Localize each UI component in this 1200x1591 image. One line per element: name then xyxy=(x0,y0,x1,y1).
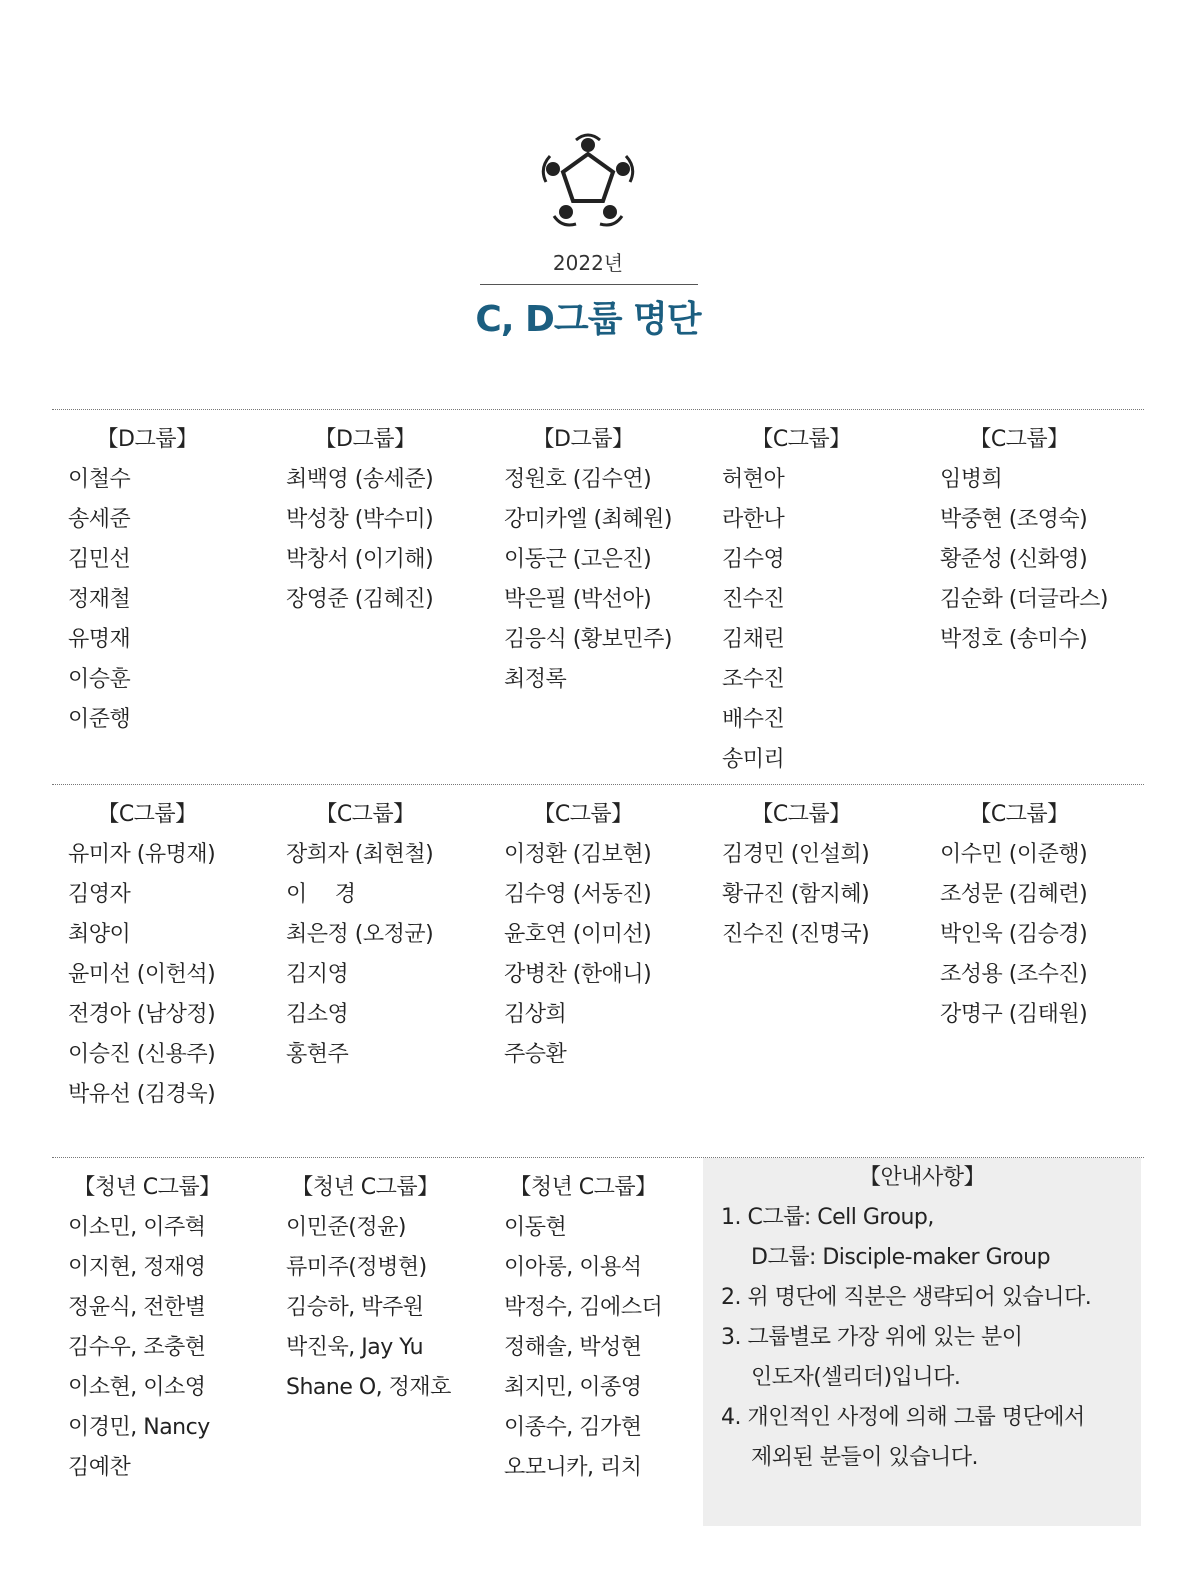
group-title: 【C그룹】 xyxy=(315,802,415,827)
group-column xyxy=(52,420,268,740)
member-name: 박진욱, Jay Yu xyxy=(286,1335,424,1360)
member-name: 이정환 (김보현) xyxy=(504,842,652,867)
member-name: 황준성 (신화영) xyxy=(940,547,1088,572)
member-name: 허현아 xyxy=(722,467,785,492)
group-title: 【C그룹】 xyxy=(533,802,633,827)
member-name: 박정호 (송미수) xyxy=(940,627,1088,652)
member-name: 강미카엘 (최혜원) xyxy=(504,507,672,532)
member-name: 윤호연 (이미선) xyxy=(504,922,652,947)
member-name: 김채린 xyxy=(722,627,785,652)
group-column xyxy=(706,420,922,780)
notice-item-continued: 제외된 분들이 있습니다. xyxy=(751,1445,979,1470)
member-name: 이소민, 이주혁 xyxy=(68,1215,206,1240)
notice-box xyxy=(703,1158,1141,1526)
member-list xyxy=(270,460,486,620)
group-title: 【D그룹】 xyxy=(96,427,198,452)
group-title: 【C그룹】 xyxy=(969,802,1069,827)
group-column xyxy=(52,1168,268,1488)
member-name: 배수진 xyxy=(722,707,785,732)
member-list xyxy=(924,835,1140,1035)
group-title: 【D그룹】 xyxy=(314,427,416,452)
member-list xyxy=(924,460,1140,660)
member-name: 진수진 xyxy=(722,587,785,612)
year-label: 2022년 xyxy=(552,251,624,275)
member-name: 정해솔, 박성현 xyxy=(504,1335,642,1360)
member-name: 최지민, 이종영 xyxy=(504,1375,642,1400)
member-list xyxy=(488,460,704,700)
member-list xyxy=(488,835,704,1075)
group-title: 【청년 C그룹】 xyxy=(291,1175,439,1200)
member-name: 김지영 xyxy=(286,962,349,987)
member-name: 김수영 xyxy=(722,547,785,572)
group-column xyxy=(52,795,268,1115)
member-name: 김영자 xyxy=(68,882,131,907)
member-name: 이철수 xyxy=(68,467,131,492)
member-name: 최정록 xyxy=(504,667,567,692)
member-name: 김소영 xyxy=(286,1002,349,1027)
notice-item: 1. C그룹: Cell Group, xyxy=(721,1205,934,1230)
member-name: 이승진 (신용주) xyxy=(68,1042,216,1067)
member-name: 최양이 xyxy=(68,922,131,947)
member-name: 김응식 (황보민주) xyxy=(504,627,672,652)
title-divider xyxy=(480,284,698,285)
member-name: 조수진 xyxy=(722,667,785,692)
member-name: 김민선 xyxy=(68,547,131,572)
member-name: 박창서 (이기해) xyxy=(286,547,434,572)
member-name: 조성용 (조수진) xyxy=(940,962,1088,987)
member-name: 진수진 (진명국) xyxy=(722,922,870,947)
group-column xyxy=(488,420,704,700)
member-list xyxy=(488,1208,704,1488)
member-name: 이지현, 정재영 xyxy=(68,1255,206,1280)
member-name: 이종수, 김가현 xyxy=(504,1415,642,1440)
group-title: 【청년 C그룹】 xyxy=(509,1175,657,1200)
member-name: 송세준 xyxy=(68,507,131,532)
member-name: 김예찬 xyxy=(68,1455,131,1480)
group-title: 【C그룹】 xyxy=(97,802,197,827)
notice-item-continued: 인도자(셀리더)입니다. xyxy=(751,1365,961,1390)
group-title: 【C그룹】 xyxy=(969,427,1069,452)
member-name: 박인욱 (김승경) xyxy=(940,922,1088,947)
member-name: 정재철 xyxy=(68,587,131,612)
member-name: 이 경 xyxy=(286,882,356,907)
member-name: 이준행 xyxy=(68,707,131,732)
member-name: 장영준 (김혜진) xyxy=(286,587,434,612)
member-name: 박중현 (조영숙) xyxy=(940,507,1088,532)
group-column xyxy=(706,795,922,955)
notice-item: 3. 그룹별로 가장 위에 있는 분이 xyxy=(721,1325,1023,1350)
group-column xyxy=(270,795,486,1075)
group-title: 【C그룹】 xyxy=(751,427,851,452)
member-name: 임병희 xyxy=(940,467,1003,492)
member-name: 이승훈 xyxy=(68,667,131,692)
group-title: 【청년 C그룹】 xyxy=(73,1175,221,1200)
member-name: 최은정 (오정균) xyxy=(286,922,434,947)
member-name: 김경민 (인설희) xyxy=(722,842,870,867)
group-column xyxy=(924,420,1140,660)
member-name: 장희자 (최현철) xyxy=(286,842,434,867)
section-divider xyxy=(52,784,1144,785)
group-column xyxy=(488,795,704,1075)
member-list xyxy=(52,835,268,1115)
member-list xyxy=(270,835,486,1075)
group-title: 【C그룹】 xyxy=(751,802,851,827)
member-name: 이아롱, 이용석 xyxy=(504,1255,642,1280)
member-name: 윤미선 (이헌석) xyxy=(68,962,216,987)
member-name: 이경민, Nancy xyxy=(68,1415,210,1440)
member-name: 김수영 (서동진) xyxy=(504,882,652,907)
notice-item-continued: D그룹: Disciple-maker Group xyxy=(751,1245,1051,1270)
member-name: 김수우, 조충현 xyxy=(68,1335,206,1360)
section-divider xyxy=(52,409,1144,410)
member-list xyxy=(52,460,268,740)
member-list xyxy=(706,460,922,780)
group-title: 【D그룹】 xyxy=(532,427,634,452)
member-name: 강명구 (김태원) xyxy=(940,1002,1088,1027)
member-name: 박정수, 김에스더 xyxy=(504,1295,663,1320)
member-name: 박성창 (박수미) xyxy=(286,507,434,532)
member-name: 라한나 xyxy=(722,507,785,532)
member-name: 강병찬 (한애니) xyxy=(504,962,652,987)
member-name: 이동근 (고은진) xyxy=(504,547,652,572)
member-list xyxy=(52,1208,268,1488)
member-name: 이동현 xyxy=(504,1215,567,1240)
notice-item: 2. 위 명단에 직분은 생략되어 있습니다. xyxy=(721,1285,1092,1310)
member-name: 류미주(정병현) xyxy=(286,1255,427,1280)
member-name: 전경아 (남상정) xyxy=(68,1002,216,1027)
member-name: 송미리 xyxy=(722,747,785,772)
member-name: 조성문 (김혜련) xyxy=(940,882,1088,907)
member-name: 유명재 xyxy=(68,627,131,652)
member-name: 김승하, 박주원 xyxy=(286,1295,424,1320)
member-name: 정윤식, 전한별 xyxy=(68,1295,206,1320)
member-name: 이소현, 이소영 xyxy=(68,1375,206,1400)
member-name: 유미자 (유명재) xyxy=(68,842,216,867)
notice-list xyxy=(703,1198,1141,1478)
notice-item: 4. 개인적인 사정에 의해 그룹 명단에서 xyxy=(721,1405,1085,1430)
member-list xyxy=(706,835,922,955)
member-name: 주승환 xyxy=(504,1042,567,1067)
member-name: 박은필 (박선아) xyxy=(504,587,652,612)
member-name: 황규진 (함지혜) xyxy=(722,882,870,907)
group-column xyxy=(924,795,1140,1035)
member-name: 김상희 xyxy=(504,1002,567,1027)
member-name: 이수민 (이준행) xyxy=(940,842,1088,867)
five-people-circle-logo-icon xyxy=(540,132,636,228)
member-name: 정원호 (김수연) xyxy=(504,467,652,492)
group-column xyxy=(270,420,486,620)
member-name: Shane O, 정재호 xyxy=(286,1375,451,1400)
member-list xyxy=(270,1208,486,1408)
member-name: 이민준(정윤) xyxy=(286,1215,406,1240)
member-name: 최백영 (송세준) xyxy=(286,467,434,492)
member-name: 김순화 (더글라스) xyxy=(940,587,1108,612)
group-column xyxy=(270,1168,486,1408)
member-name: 홍현주 xyxy=(286,1042,349,1067)
notice-title: 【안내사항】 xyxy=(858,1165,985,1190)
member-name: 박유선 (김경욱) xyxy=(68,1082,216,1107)
group-column xyxy=(488,1168,704,1488)
member-name: 오모니카, 리치 xyxy=(504,1455,642,1480)
page-title: C, D그룹 명단 xyxy=(475,299,701,340)
